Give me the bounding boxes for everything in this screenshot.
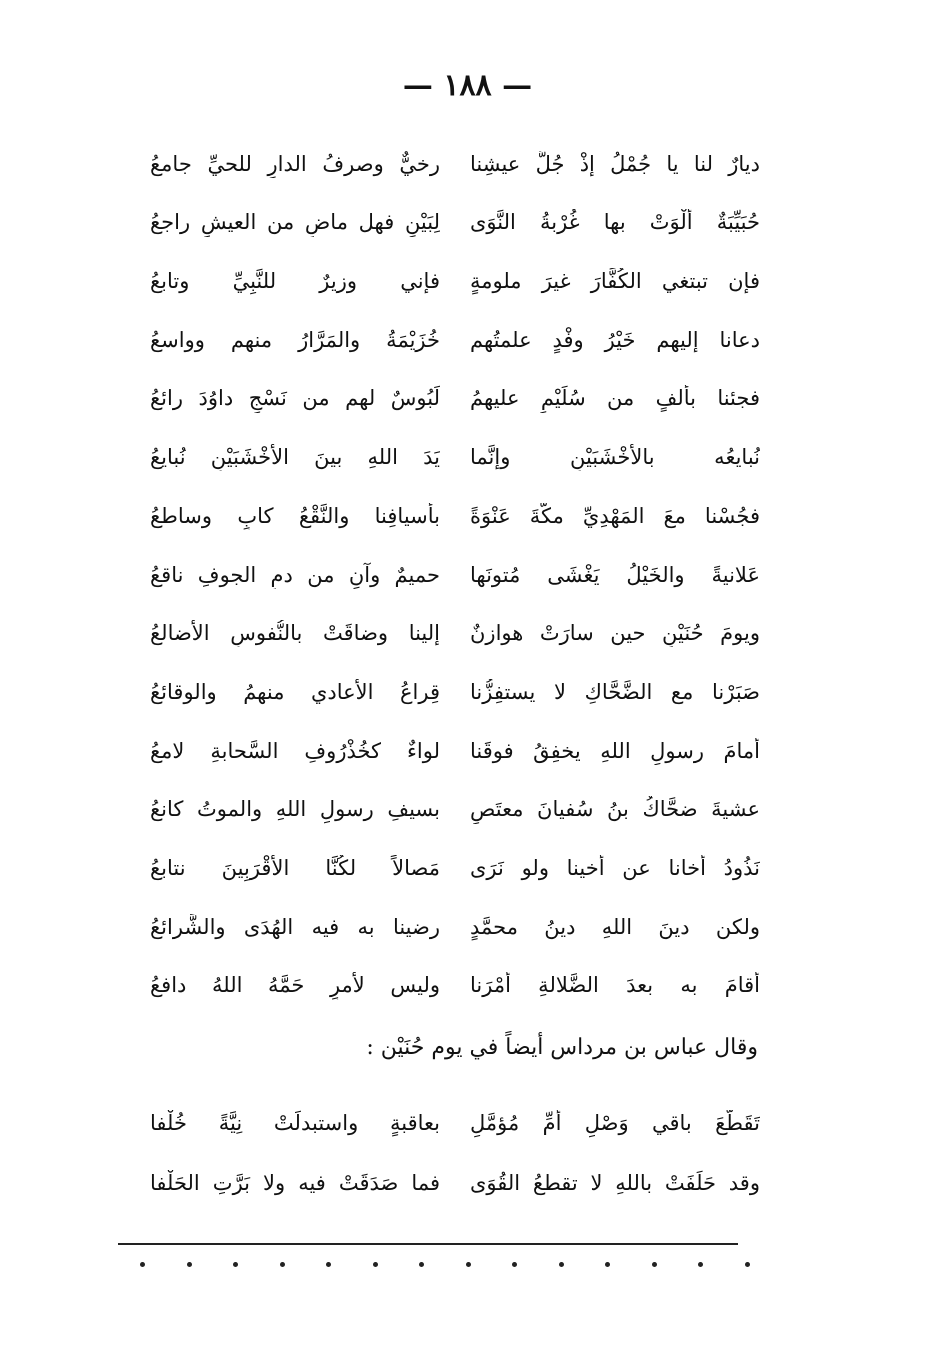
verse <box>150 722 760 781</box>
verse <box>150 898 760 957</box>
hemistich-first: ديارٌ لنا يا جُمْلُ إذْ جُلُّ عيشِنا <box>470 151 760 176</box>
footer-dot <box>326 1262 331 1267</box>
hemistich-first: فإن تبتغي الكُفَّارَ غيرَ ملومةٍ <box>470 269 760 294</box>
verse <box>150 135 760 194</box>
verse <box>150 605 760 664</box>
hemistich-first: أقامَ به بعدَ الضَّلالةِ أمْرَنا <box>470 973 760 998</box>
verse <box>150 194 760 253</box>
verse <box>150 428 760 487</box>
hemistich-first: عَلانيةً والخَيْلُ يَغْشَى مُتونَها <box>470 562 760 587</box>
footer-dot <box>187 1262 192 1267</box>
footer-dot <box>140 1262 145 1267</box>
hemistich-second: فإني وزيرٌ للنَّبِيِّ وتابعُ <box>150 269 440 294</box>
hemistich-first: تَقَطَّعَ باقي وَصْلِ أُمِّ مُؤمَّلِ <box>470 1111 760 1136</box>
hemistich-first: صَبَرْنا مع الضَّحَّاكِ لا يستفِزُّنا <box>470 679 760 704</box>
hemistich-second: وليس لأمرٍ حَمَّهُ اللهُ دافعُ <box>150 973 440 998</box>
hemistich-second: إلينا وضاقَتْ بالنُّفوسِ الأضالعُ <box>150 621 440 646</box>
hemistich-second: قِراعُ الأعادي منهمُ والوقائعُ <box>150 679 440 704</box>
hemistich-second: لِبَيْنٍ فهل ماضٍ من العيشِ راجعُ <box>150 210 440 235</box>
hemistich-first: نَذُودُ أخانا عن أخينا ولو نَرَى <box>470 855 760 880</box>
hemistich-second: يَدَ اللهِ بينَ الأخْشَبَيْنِ نُبايعُ <box>150 445 440 470</box>
footer-dots <box>140 1262 750 1267</box>
footer-dot <box>419 1262 424 1267</box>
hemistich-second: لَبُوسٌ لهم من نَسْجِ داوُدَ رائعُ <box>150 386 440 411</box>
verse <box>150 1094 760 1154</box>
hemistich-second: بسيفِ رسولِ اللهِ والموتُ كانعُ <box>150 797 440 822</box>
footer-dot <box>745 1262 750 1267</box>
hemistich-second: بعاقبةٍ واستبدلَتْ نِيَّةً خُلْفا <box>150 1111 440 1136</box>
footer-dot <box>605 1262 610 1267</box>
hemistich-second: حميمٌ وآنٍ من دمِ الجوفِ ناقعُ <box>150 562 440 587</box>
footer-rule <box>118 1243 738 1245</box>
verse <box>150 839 760 898</box>
hemistich-second: رضينا به فيه الهُدَى والشَّرائعُ <box>150 914 440 939</box>
footer-dot <box>559 1262 564 1267</box>
verse <box>150 311 760 370</box>
footer-dot <box>233 1262 238 1267</box>
poem-introduction: وقال عباس بن مرداس أيضاً في يوم حُنَيْن : <box>366 1035 758 1060</box>
hemistich-first: نُبايعُه بالأخْشَبَيْنِ وإنَّما <box>470 445 760 470</box>
page-number: — ١٨٨ — <box>402 68 533 103</box>
footer-dot <box>652 1262 657 1267</box>
hemistich-second: لواءٌ كخُذْرُوفِ السَّحابةِ لامعُ <box>150 738 440 763</box>
footer-dot <box>280 1262 285 1267</box>
verse <box>150 487 760 546</box>
verse <box>150 663 760 722</box>
hemistich-first: عشيةَ ضحَّاكُ بنُ سُفيانَ معتَصٍ <box>470 797 760 822</box>
hemistich-first: فجئنا بألفٍ من سُلَيْمٍ عليهمُ <box>470 386 760 411</box>
hemistich-first: ويومَ حُنَيْنٍ حين سارَتْ هوازنٌ <box>470 621 760 646</box>
poem-first <box>150 135 760 1015</box>
verse <box>150 1154 760 1214</box>
hemistich-first: وقد حَلَفَتْ باللهِ لا تقطعُ القُوَى <box>470 1171 760 1196</box>
poem-second <box>150 1094 760 1214</box>
verse <box>150 781 760 840</box>
hemistich-first: أمامَ رسولِ اللهِ يخفِقُ فوقَنا <box>470 738 760 763</box>
verse <box>150 370 760 429</box>
footer-dot <box>373 1262 378 1267</box>
hemistich-second: فما صَدَقَتْ فيه ولا بَرَّتِ الحَلْفا <box>150 1171 440 1196</box>
hemistich-first: فجُسْنا معَ المَهْدِيِّ مكَّةَ عَنْوَةً <box>470 503 760 528</box>
verse <box>150 252 760 311</box>
verse <box>150 546 760 605</box>
hemistich-second: مَصالاً لكُنَّا الأقْرَبِينَ نتابعُ <box>150 855 440 880</box>
hemistich-first: ولكن دينَ اللهِ دينُ محمَّدٍ <box>470 914 760 939</box>
hemistich-second: بأسيافِنا والنَّقْعُ كابٍ وساطعُ <box>150 503 440 528</box>
footer-dot <box>698 1262 703 1267</box>
hemistich-second: خُزَيْمَةُ والمَرَّارُ منهم وواسعُ <box>150 327 440 352</box>
hemistich-first: حُبَيِّبَةٌ ألْوَتْ بها غُرْبةُ النَّوَى <box>470 210 760 235</box>
footer-dot <box>466 1262 471 1267</box>
footer-dot <box>512 1262 517 1267</box>
verse <box>150 957 760 1016</box>
hemistich-first: دعانا إليهم خَيْرُ وفْدٍ علمتُهم <box>470 327 760 352</box>
hemistich-second: رخيٌّ وصرفُ الدارِ للحيِّ جامعُ <box>150 151 440 176</box>
